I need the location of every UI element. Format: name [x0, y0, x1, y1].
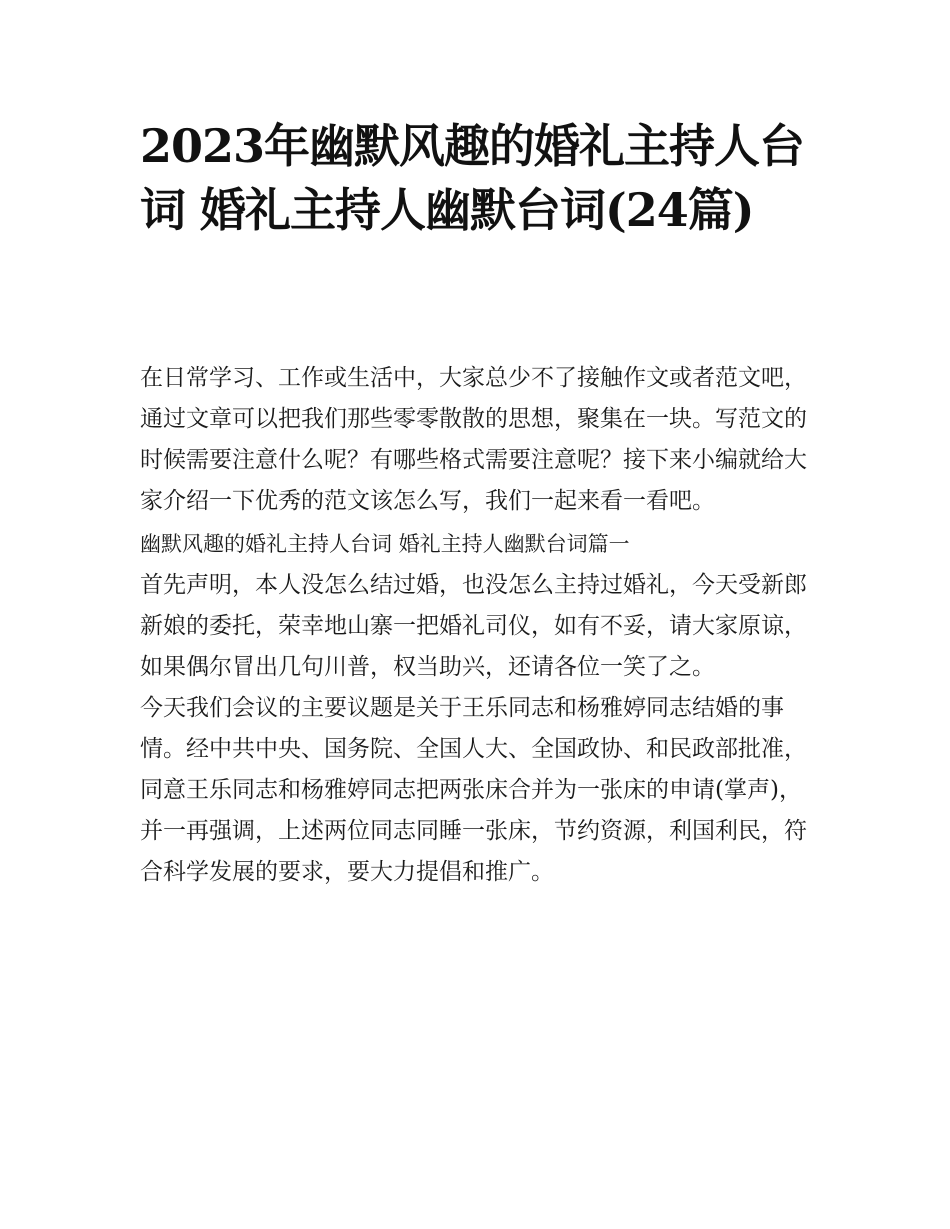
document-title: 2023年幽默风趣的婚礼主持人台词 婚礼主持人幽默台词(24篇): [140, 119, 805, 237]
intro-paragraph: 在日常学习、工作或生活中，大家总少不了接触作文或者范文吧，通过文章可以把我们那些零零散散的思想，聚集在一块。写范文的时候需要注意什么呢？有哪些格式需要注意呢？接下来小编就给大家介绍一下优秀的范文该怎么写，我们一起来看一看吧。: [140, 365, 807, 514]
body-paragraph-1: 首先声明，本人没怎么结过婚，也没怎么主持过婚礼，今天受新郎新娘的委托，荣幸地山寨一把婚礼司仪，如有不妥，请大家原谅，如果偶尔冒出几句川普，权当助兴，还请各位一笑了之。: [140, 572, 807, 680]
section-heading: 幽默风趣的婚礼主持人台词 婚礼主持人幽默台词篇一: [140, 532, 630, 556]
document-body: [140, 358, 820, 893]
body-paragraph-2: 今天我们会议的主要议题是关于王乐同志和杨雅婷同志结婚的事情。经中共中央、国务院、全国人大、全国政协、和民政部批准，同意王乐同志和杨雅婷同志把两张床合并为一张床的申请(掌声)，并一再强调，上述两位同志同睡一张床，节约资源，利国利民，符合科学发展的要求，要大力提倡和推广。: [140, 695, 807, 885]
